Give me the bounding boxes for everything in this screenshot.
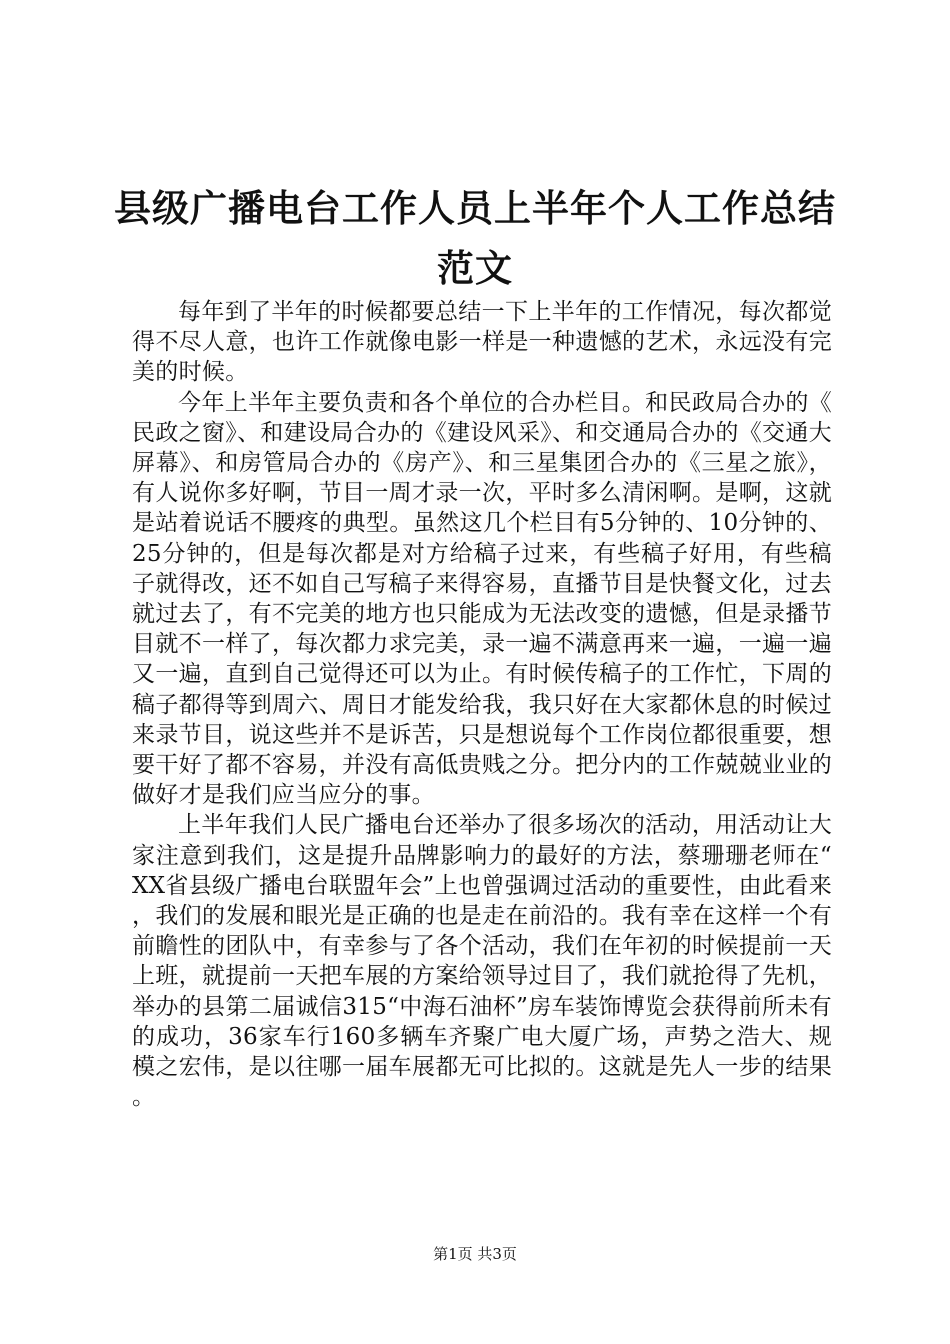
paragraph-joint-programs: 今年上半年主要负责和各个单位的合办栏目。和民政局合办的《民政之窗》、和建设局合办的《建设风采》、和交通局合办的《交通大屏幕》、和房管局合办的《房产》、和三星集团合办的《三星之旅》，有人说你多好啊，节目一周才录一次，平时多么清闲啊。是啊，这就是站着说话不腰疼的典型。虽然这几个栏目有5分钟的、10分钟的、25分钟的，但是每次都是对方给稿子过来，有些稿子好用，有些稿子就得改，还不如自己写稿子来得容易，直播节目是快餐文化，过去就过去了，有不完美的地方也只能成为无法改变的遗憾，但是录播节目就不一样了，每次都力求完美，录一遍不满意再来一遍，一遍一遍又一遍，直到自己觉得还可以为止。有时候传稿子的工作忙，下周的稿子都得等到周六、周日才能发给我，我只好在大家都休息的时候过来录节目，说这些并不是诉苦，只是想说每个工作岗位都很重要，想要干好了都不容易，并没有高低贵贱之分。把分内的工作兢兢业业的做好才是我们应当应分的事。 <box>132 389 832 809</box>
document-title: 县级广播电台工作人员上半年个人工作总结范文 <box>114 186 836 290</box>
page-number-footer: 第1页 共3页 <box>433 1245 517 1263</box>
paragraph-intro: 每年到了半年的时候都要总结一下上半年的工作情况，每次都觉得不尽人意，也许工作就像电影一样是一种遗憾的艺术，永远没有完美的时候。 <box>132 299 832 386</box>
paragraph-activities: 上半年我们人民广播电台还举办了很多场次的活动，用活动让大家注意到我们，这是提升品牌影响力的最好的方法，蔡珊珊老师在“XX省县级广播电台联盟年会”上也曾强调过活动的重要性，由此看来，我们的发展和眼光是正确的也是走在前沿的。我有幸在这样一个有前瞻性的团队中，有幸参与了各个活动，我们在年初的时候提前一天上班，就提前一天把车展的方案给领导过目了，我们就抢得了先机，举办的县第二届诚信315“中海石油杯”房车装饰博览会获得前所未有的成功，36家车行160多辆车齐聚广电大厦广场，声势之浩大、规模之宏伟，是以往哪一届车展都无可比拟的。这就是先人一步的结果。 <box>132 812 832 1111</box>
document-body <box>132 297 832 1112</box>
